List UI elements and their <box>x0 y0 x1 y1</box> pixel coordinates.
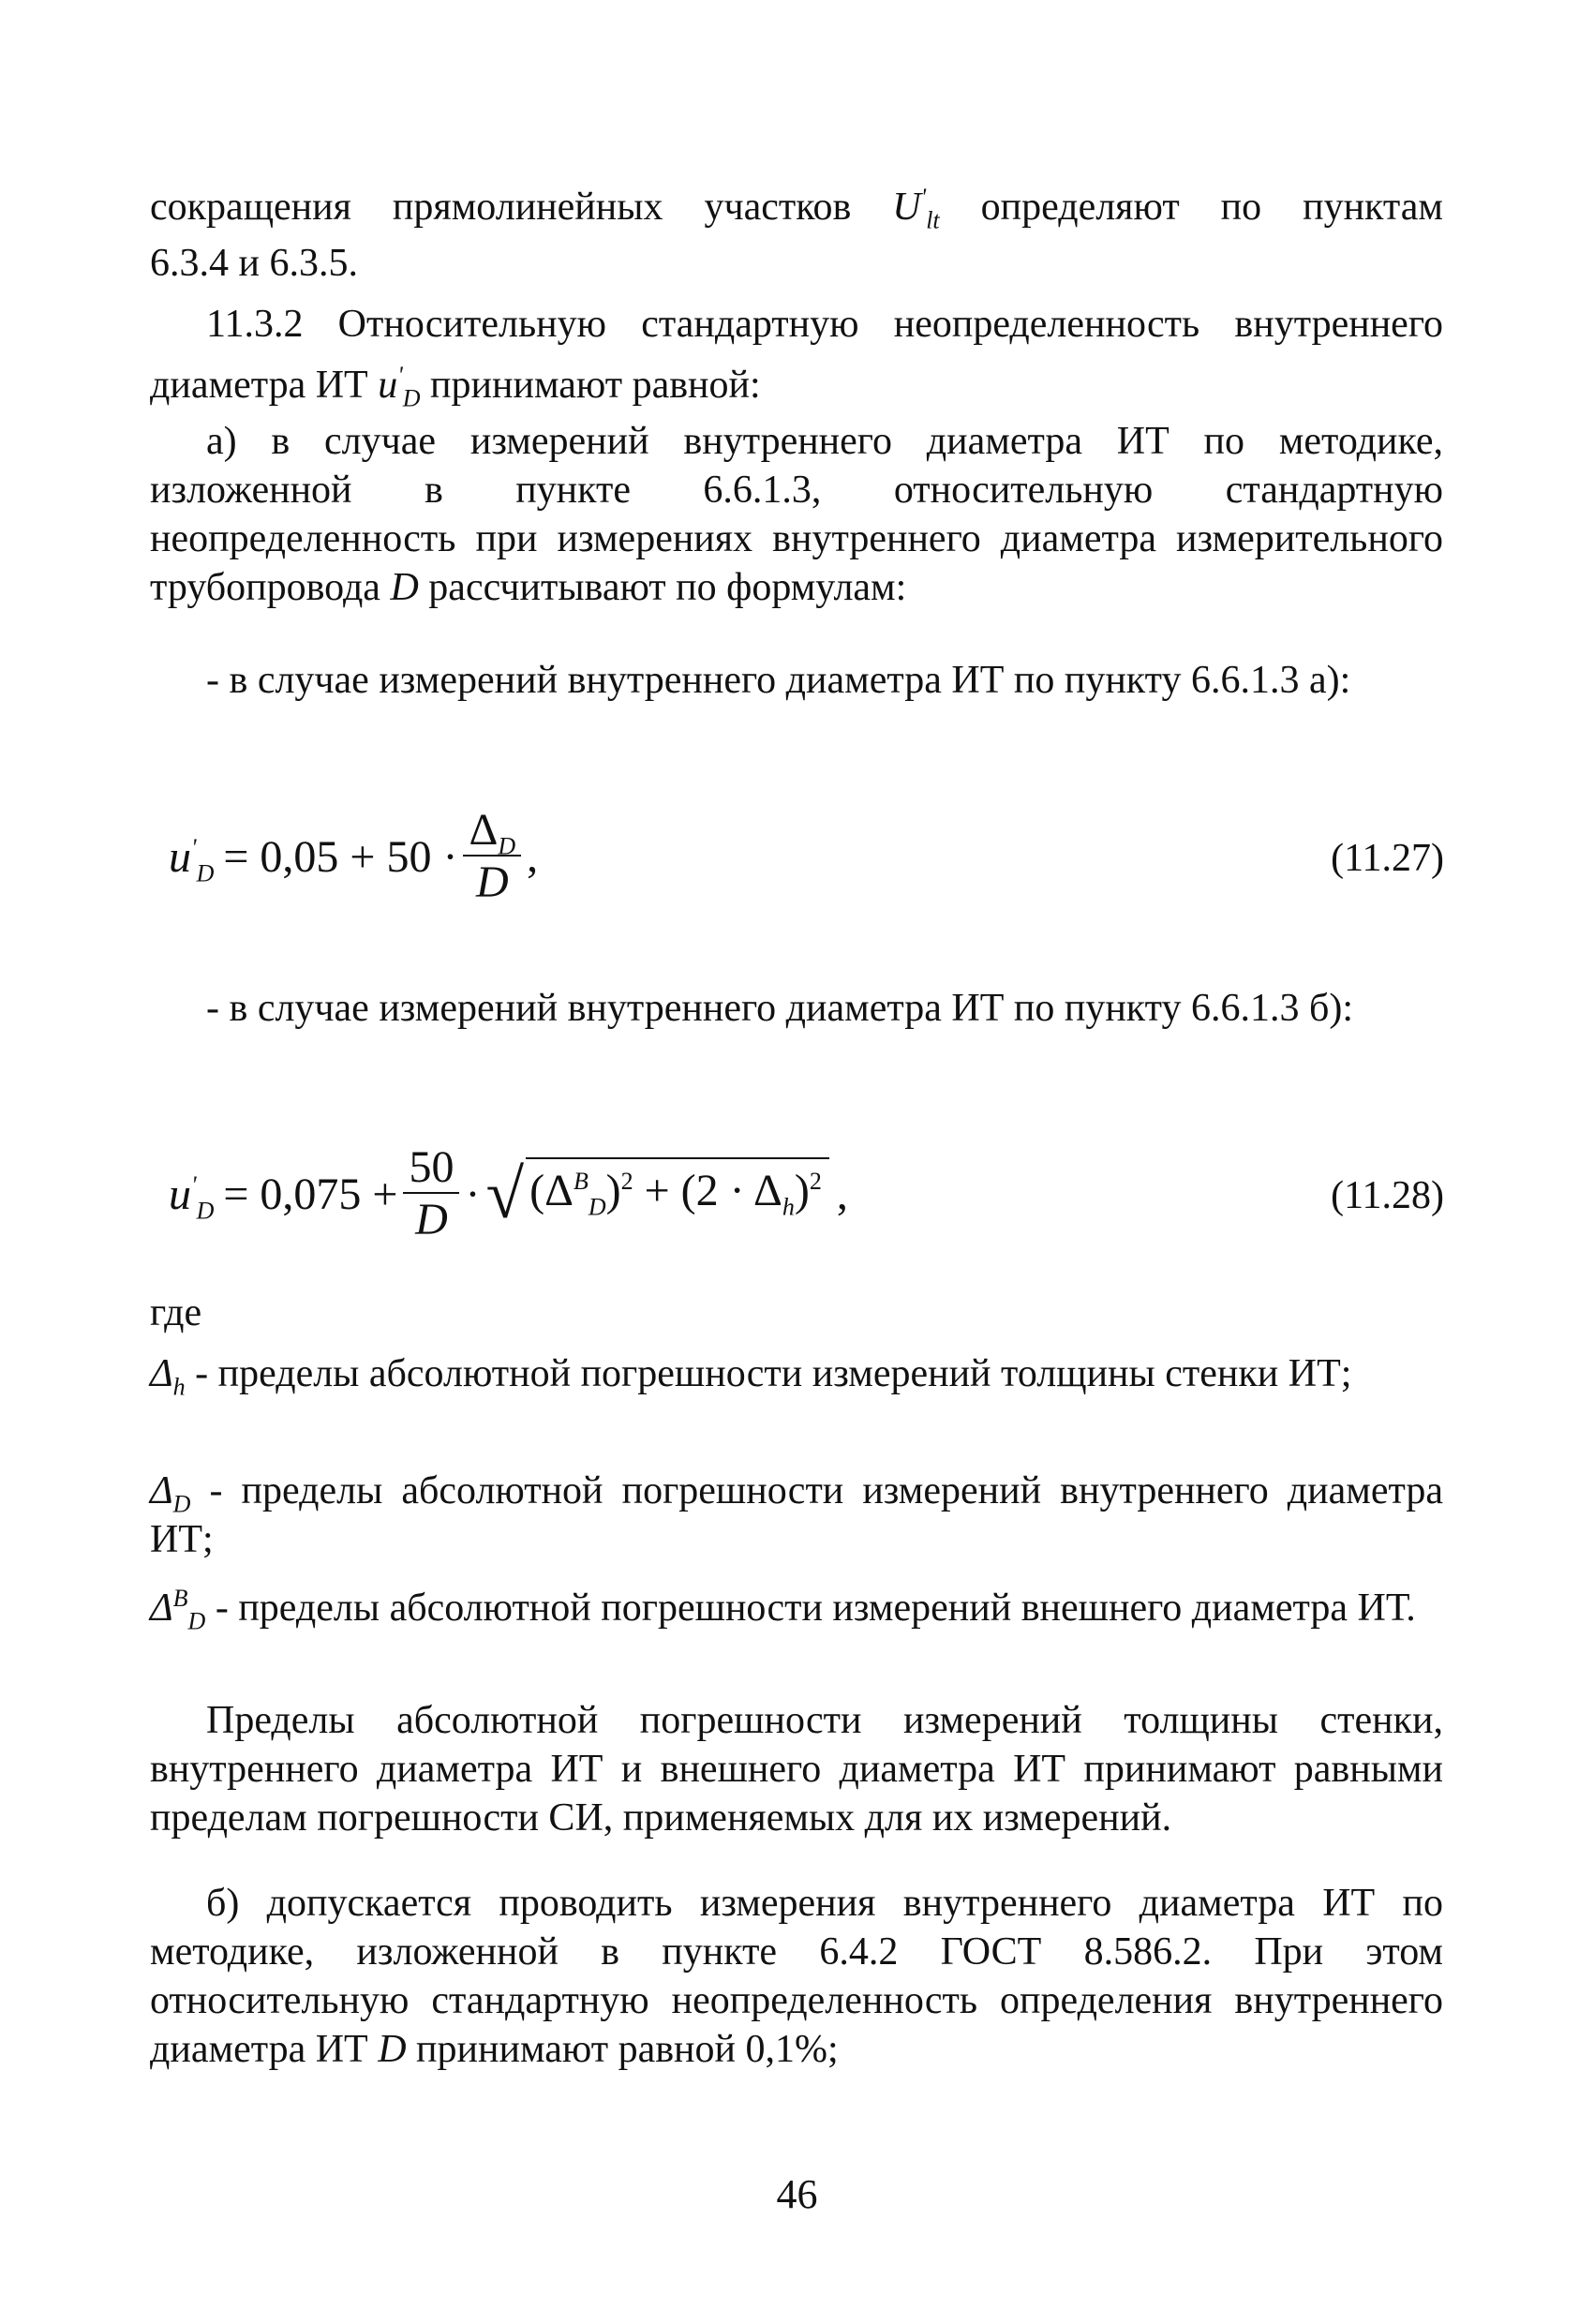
formula-lhs: $u'_D$ <box>169 832 215 887</box>
text: определяют по пунктам <box>980 186 1443 229</box>
paragraph-continuation <box>150 183 1443 234</box>
math-symbol: $\Delta_h$ <box>150 1352 186 1401</box>
formula-expression: = 0,075 + <box>223 1169 398 1219</box>
definition-delta-d-b: $\Delta^B_D$ - пределы абсолютной погрешности измерений внешнего диаметра ИТ. <box>150 1585 1416 1635</box>
radical-sign: √ <box>485 1156 525 1233</box>
fraction <box>463 806 521 909</box>
definition-delta-h: $\Delta_h$ - пределы абсолютной погрешности измерений толщины стенки ИТ; <box>150 1352 1352 1401</box>
where-label: где <box>150 1291 202 1334</box>
formula-number: (11.28) <box>1331 1174 1444 1217</box>
formula-11-28: $u'_D$ = 0,075 + $\frac{50}{D}$ · √ $(\Delta^B_D)^2 + (2 \cdot \Delta_h)^2$ , <box>169 1142 848 1244</box>
formula-expression: = 0,05 + 50 · <box>223 832 458 882</box>
fraction-denominator: D <box>415 1195 448 1244</box>
fraction-numerator: $\Delta_D$ <box>463 806 521 857</box>
definition-delta-d: $\Delta_D$ - пределы абсолютной погрешности измерений внутреннего диаметра ИТ; <box>150 1469 1444 1561</box>
fraction <box>403 1143 459 1246</box>
math-symbol: $\Delta^B_D$ <box>150 1585 206 1635</box>
radicand: $(\Delta^B_D)^2 + (2 \cdot \Delta_h)^2$ <box>526 1157 829 1232</box>
section-11-3-2-line2: диаметра ИТ $u'_D$ принимают равной: <box>150 362 761 412</box>
math-symbol: $U'_{lt}$ <box>892 184 940 234</box>
formula-number: (11.27) <box>1331 837 1444 880</box>
text: сокращения прямолинейных участков <box>150 186 852 229</box>
page-number: 46 <box>776 2171 818 2217</box>
item-a: а) в случае измерений внутреннего диаметра ИТ по методике, изложенной в пункте 6.6.1.3, относительную стандартную неопределенность при измерениях внутреннего диаметра измерительного трубопровода D рассчитывают по формулам: <box>150 420 1443 609</box>
limits-paragraph: Пределы абсолютной погрешности измерений толщины стенки, внутреннего диаметра ИТ и внешнего диаметра ИТ принимают равными пределам погрешности СИ, применяемых для их измерений. <box>150 1699 1443 1840</box>
case-b: - в случае измерений внутреннего диаметра ИТ по пункту 6.6.1.3 б): <box>206 987 1353 1030</box>
case-a: - в случае измерений внутреннего диаметра ИТ по пункту 6.6.1.3 а): <box>206 659 1351 702</box>
section-11-3-2: 11.3.2 Относительную стандартную неопределенность внутреннего <box>206 303 1443 346</box>
formula-lhs: $u'_D$ <box>169 1169 215 1225</box>
item-b: б) допускается проводить измерения внутреннего диаметра ИТ по методике, изложенной в пункте 6.4.2 ГОСТ 8.586.2. При этом относительную стандартную неопределенность определения внутреннего диаметра ИТ D принимают равной 0,1%; <box>150 1882 1443 2071</box>
square-root <box>485 1157 828 1232</box>
fraction-denominator: D <box>475 857 509 907</box>
paragraph-continuation-end: 6.3.4 и 6.3.5. <box>150 242 358 285</box>
fraction-numerator: 50 <box>403 1143 459 1194</box>
formula-11-27: $u'_D$ = 0,05 + 50 · $\frac{\Delta_D}{D}$ , <box>169 805 539 907</box>
math-symbol: $\Delta_D$ <box>150 1469 191 1518</box>
math-symbol: $u'_D$ <box>378 362 421 412</box>
